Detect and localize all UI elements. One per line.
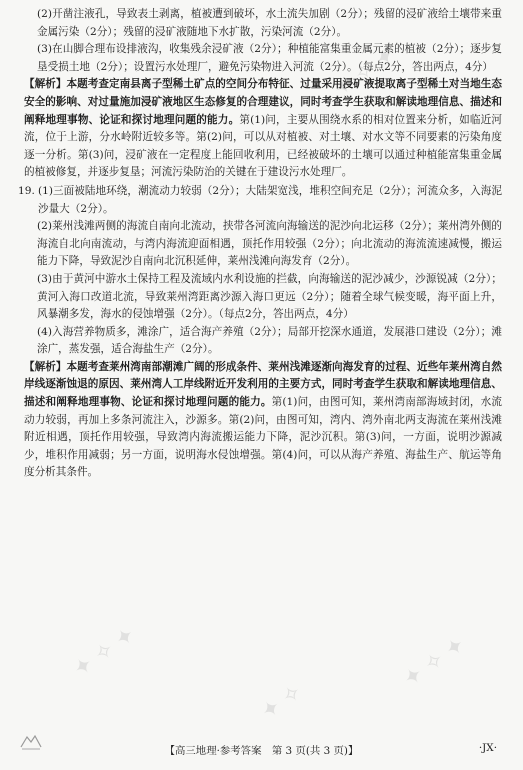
answer-19-part-3: (3)由于黄河中游水土保持工程及流域内水利设施的拦截，向海输送的泥沙减少，沙源锐减（2分）；黄河入海口改道北流，导致莱州湾距离沙源入海口更远（2分）；随着全球气候变暖，海平面上升，风暴潮多发，海水的侵蚀增强（2分）。（每点2分，答出两点，4分） <box>37 272 502 321</box>
analysis-heading: 【解析】本题考查莱州湾南部潮滩广阔的形成条件、莱州浅滩逐渐向海发育的过程、近些年莱州湾自然岸线逐渐蚀退的原因、莱州湾人工岸线附近开发利用的主要方式，同时考查学生获取和解读地理信息、描述和阐释地理事物、论证和探讨地理问题的能力。 <box>24 360 502 409</box>
footer-code: ·JX· <box>478 742 497 754</box>
footer-page-info: 【高三地理·参考答案 第 3 页(共 3 页)】 <box>164 745 359 757</box>
answer-17-analysis <box>24 76 502 182</box>
answer-17-part-3: (3)在山脚合理布设排液沟，收集残余浸矿液（2分）；种植能富集重金属元素的植被（2分）；逐步复垦受损土地（2分）；设置污水处理厂，避免污染物进入河流（2分）。（每点2分，答出两点，4分） <box>37 43 502 73</box>
answer-19-analysis <box>24 359 502 482</box>
watermark: ✦ ✧ ✦ <box>399 632 471 693</box>
analysis-heading: 【解析】本题考查定南县离子型稀土矿点的空间分布特征、过量采用浸矿液提取离子型稀土对当地生态安全的影响、对过量施加浸矿液地区生态修复的合理建议，同时考查学生获取和解读地理信息、描述和阐释地理事物、论证和探讨地理问题的能力。 <box>24 78 502 126</box>
answer-19-part-4: (4)入海营养物质多，滩涂广，适合海产养殖（2分）；局部开挖深水通道，发展港口建设（2分）；滩涂广，蒸发强，适合海盐生产（2分）。 <box>37 325 502 356</box>
watermark: ✦ ✧ ✦ <box>329 42 401 103</box>
answer-content <box>18 6 502 482</box>
answer-17-part-2: (2)开凿注液孔，导致表土剥离，植被遭到破坏，水土流失加剧（2分）；残留的浸矿液给土壤带来重金属污染（2分）；残留的浸矿液随地下水扩散，污染河流（2分）。 <box>37 8 502 38</box>
answer-19-part-1: (1)三面被陆地环绕，潮流动力较弱（2分）；大陆架宽浅，堆积空间充足（2分）；河流众多，入海泥沙量大（2分）。 <box>38 184 502 215</box>
page-footer <box>0 742 523 760</box>
watermark: ✦ ✧ ✦ <box>69 622 141 683</box>
answer-19-part-2: (2)莱州浅滩两侧的海流自南向北流动，挟带各河流向海输送的泥沙向北运移（2分）；莱州湾外侧的海流自北向南流动，与湾内海流迎面相遇，顶托作用较强（2分）；向北流动的海流流速减慢，搬运能力下降，导致泥沙自南向北沉积延伸，莱州浅滩向海发育（2分）。 <box>37 220 502 268</box>
watermark: ✦ ✧ <box>256 679 308 726</box>
question-number: 19. <box>18 184 35 197</box>
analysis-body: 第(1)问，由图可知，莱州湾南部海域封闭，水流动力较弱，再加上多条河流注入，沙源多。第(2)问，由图可知，湾内、湾外南北两支海流在莱州浅滩附近相遇，顶托作用较强，导致湾内海流搬运能力下降，泥沙沉积。第(3)问，一方面，说明沙源减少，堆积作用减弱；另一方面，说明海水侵蚀增强。第(4)问，可以从海产养殖、海盐生产、航运等角度分析其条件。 <box>24 396 502 479</box>
analysis-body: 第(1)问，主要从围绕水系的相对位置来分析，如临近河流，位于上游，分水岭附近较多等。第(2)问，可以从对植被、对土壤、对水文等不同要素的污染角度逐一分析。第(3)问，浸矿液在一定程度上能回收利用，已经被破坏的土壤可以通过种植能富集重金属的植被修复，并逐步复垦；河流污染防治的关键在于建设污水处理厂。 <box>24 113 502 179</box>
answer-19 <box>18 183 502 218</box>
